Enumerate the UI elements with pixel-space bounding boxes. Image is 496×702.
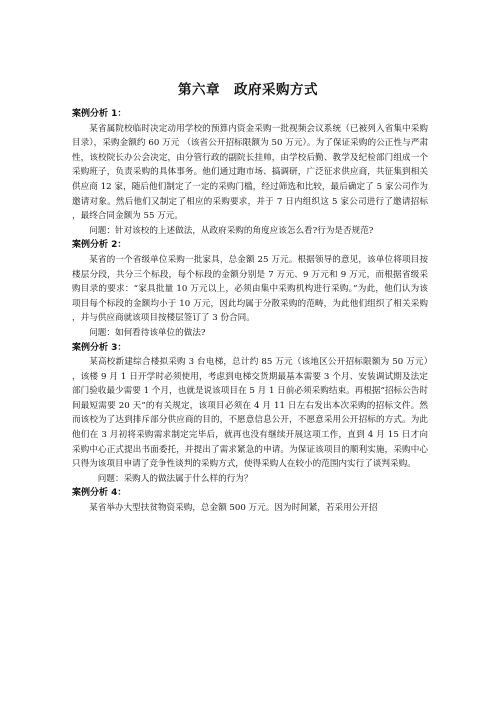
case-heading: 案例分析 1： [72,109,127,119]
case-heading: 案例分析 4： [72,488,127,499]
case-heading: 案例分析 3： [72,342,127,353]
case-body: 某省属院校临时决定动用学校的预算内资金采购一批视频会议系统（已被列入省集中采购目录），采购金额约 60 万元 （该省公开招标限额为 50 万元）。为了保证采购的公正性与严肃性，该校院长办公会决定，由分管行政的副院长挂帅，由学校后勤、教学及纪检部门组成一个采购班子，负责采购的具体事务。他们通过跑市场、搞调研，广泛征求供应商，共征集到相关供应商 12 家，随后他们制定了一定的采购门槛，经过筛选和比较，最后确定了 5 家公司作为邀请对象。然后他们又制定了相应的采购要求，并于 7 日内组织这 5 家公司进行了邀请招标，最终合同金额为 55 万元。 [72,123,428,222]
page-title: 第六章 政府采购方式 [178,82,318,98]
document-content [72,107,428,516]
case-3 [72,341,428,487]
case-body: 某省举办大型扶贫物资采购，总金额 500 万元。因为时间紧，若采用公开招 [89,503,378,514]
case-question: 问题：针对该校的上述做法，从政府采购的角度应该怎么看?行为是否规范? [89,225,374,236]
case-question: 问题：采购人的做法属于什么样的行为？ [97,473,253,484]
case-body: 某高校新建综合楼拟采购 3 台电梯，总计约 85 万元（该地区公开招标限额为 50 万元），该楼 9 月 1 日开学时必须使用，考虑到电梯交货期最基本需要 3 个月、安装调试期及法定部门验收最少需要 1 个月，也就是说该项目在 5 月 1 日前必须采购结束。再根据“招标公告时间最短需要 20 天”的有关规定，该项目必须在 4 月 11 日左右发出本次采购的招标文件。然而该校为了达到排斥部分供应商的目的，不愿意信息公开，不愿意采用公开招标的方式。为此他们在 3 月初将采购需求制定完毕后，就再也没有继续开展这项工作，直到 4 月 15 日才向采购中心正式提出书面委托，并提出了需求紧急的申请。为保证该项目的顺利实施，采购中心只得为该项目申请了竞争性谈判的采购方式，使得采购人在较小的范围内实行了谈判采购。 [72,357,428,470]
case-body: 某省的一个省级单位采购一批家具，总金额 25 万元。根据领导的意见，该单位将项目按楼层分段，共分三个标段，每个标段的金额分别是 7 万元、9 万元和 9 万元，而根据省级采购目录的要求：“家具批量 10 万元以上，必须由集中采购机构进行采购。”为此，他们认为该项目每个标段的金额均小于 10 万元，因此均属于分散采购的范畴，为此他们组织了相关采购，并与供应商就该项目按楼层签订了 3 份合同。 [72,254,428,324]
case-1 [72,107,428,238]
case-question: 问题：如何看待该单位的做法? [89,327,206,338]
case-4 [72,486,428,515]
case-2 [72,238,428,340]
case-heading: 案例分析 2： [72,240,127,251]
